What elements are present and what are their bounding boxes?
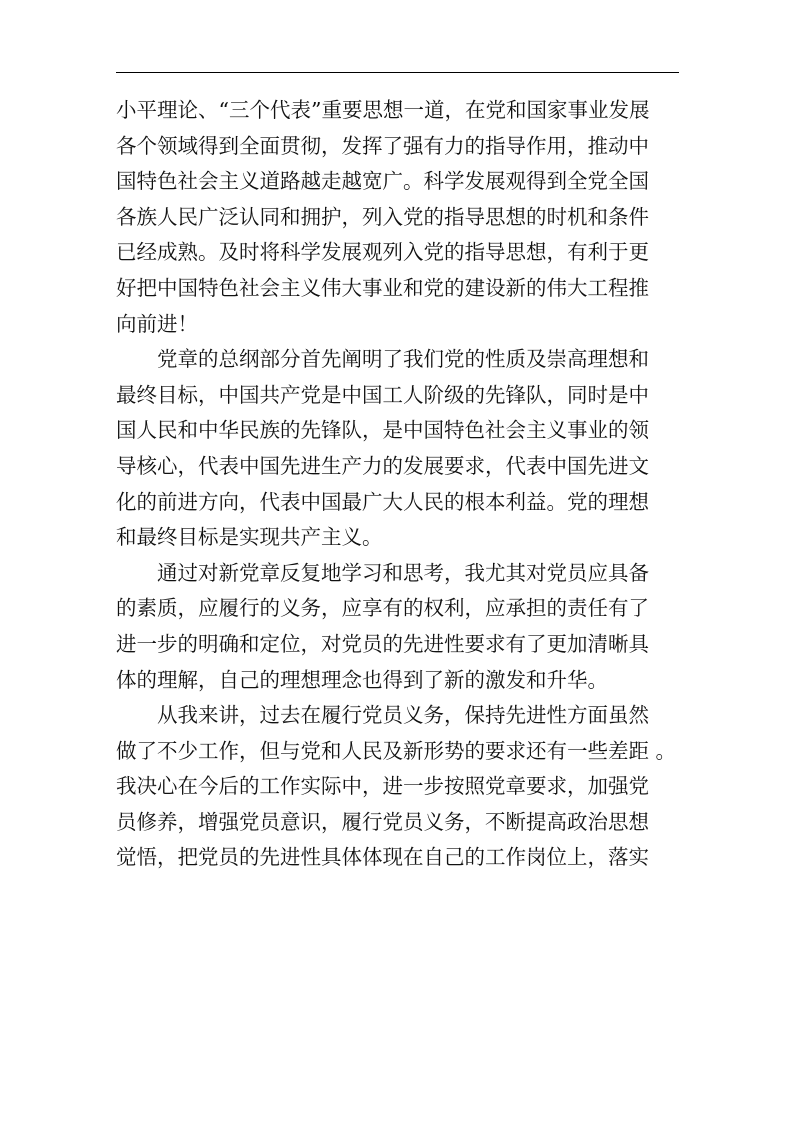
text-line: 体的理解，自己的理想理念也得到了新的激发和升华。 <box>116 667 608 692</box>
text-line: 各族人民广泛认同和拥护，列入党的指导思想的时机和条件 <box>116 204 649 229</box>
text-line: 已经成熟。及时将科学发展观列入党的指导思想，有利于更 <box>116 240 649 265</box>
text-line: 员修养，增强党员意识，履行党员义务，不断提高政治思想 <box>116 809 649 834</box>
text-line: 党章的总纲部分首先阐明了我们党的性质及崇高理想和 <box>116 347 649 372</box>
text-line: 向前进！ <box>116 311 198 336</box>
text-line: 觉悟，把党员的先进性具体体现在自己的工作岗位上，落实 <box>116 845 649 870</box>
text-line: 和最终目标是实现共产主义。 <box>116 525 383 550</box>
text-line: 我决心在今后的工作实际中，进一步按照党章要求，加强党 <box>116 774 649 799</box>
text-line: 通过对新党章反复地学习和思考，我尤其对党员应具备 <box>116 560 649 585</box>
text-line: 国特色社会主义道路越走越宽广。科学发展观得到全党全国 <box>116 169 649 194</box>
text-line: 国人民和中华民族的先锋队，是中国特色社会主义事业的领 <box>116 418 649 443</box>
text-line: 最终目标，中国共产党是中国工人阶级的先锋队，同时是中 <box>116 382 649 407</box>
text-line: 做了不少工作，但与党和人民及新形势的要求还有一些差距 。 <box>116 738 677 763</box>
text-line: 导核心，代表中国先进生产力的发展要求，代表中国先进文 <box>116 453 649 478</box>
text-line: 各个领域得到全面贯彻，发挥了强有力的指导作用，推动中 <box>116 133 649 158</box>
header-rule <box>116 72 679 73</box>
text-line: 化的前进方向，代表中国最广大人民的根本利益。党的理想 <box>116 489 649 514</box>
body-text <box>116 93 686 876</box>
text-line: 好把中国特色社会主义伟大事业和党的建设新的伟大工程推 <box>116 275 649 300</box>
text-line: 进一步的明确和定位，对党员的先进性要求有了更加清晰具 <box>116 631 649 656</box>
text-line: 小平理论、“三个代表”重要思想一道，在党和国家事业发展 <box>116 98 650 122</box>
text-line: 的素质，应履行的义务，应享有的权利，应承担的责任有了 <box>116 596 649 621</box>
text-line: 从我来讲，过去在履行党员义务，保持先进性方面虽然 <box>116 703 649 728</box>
